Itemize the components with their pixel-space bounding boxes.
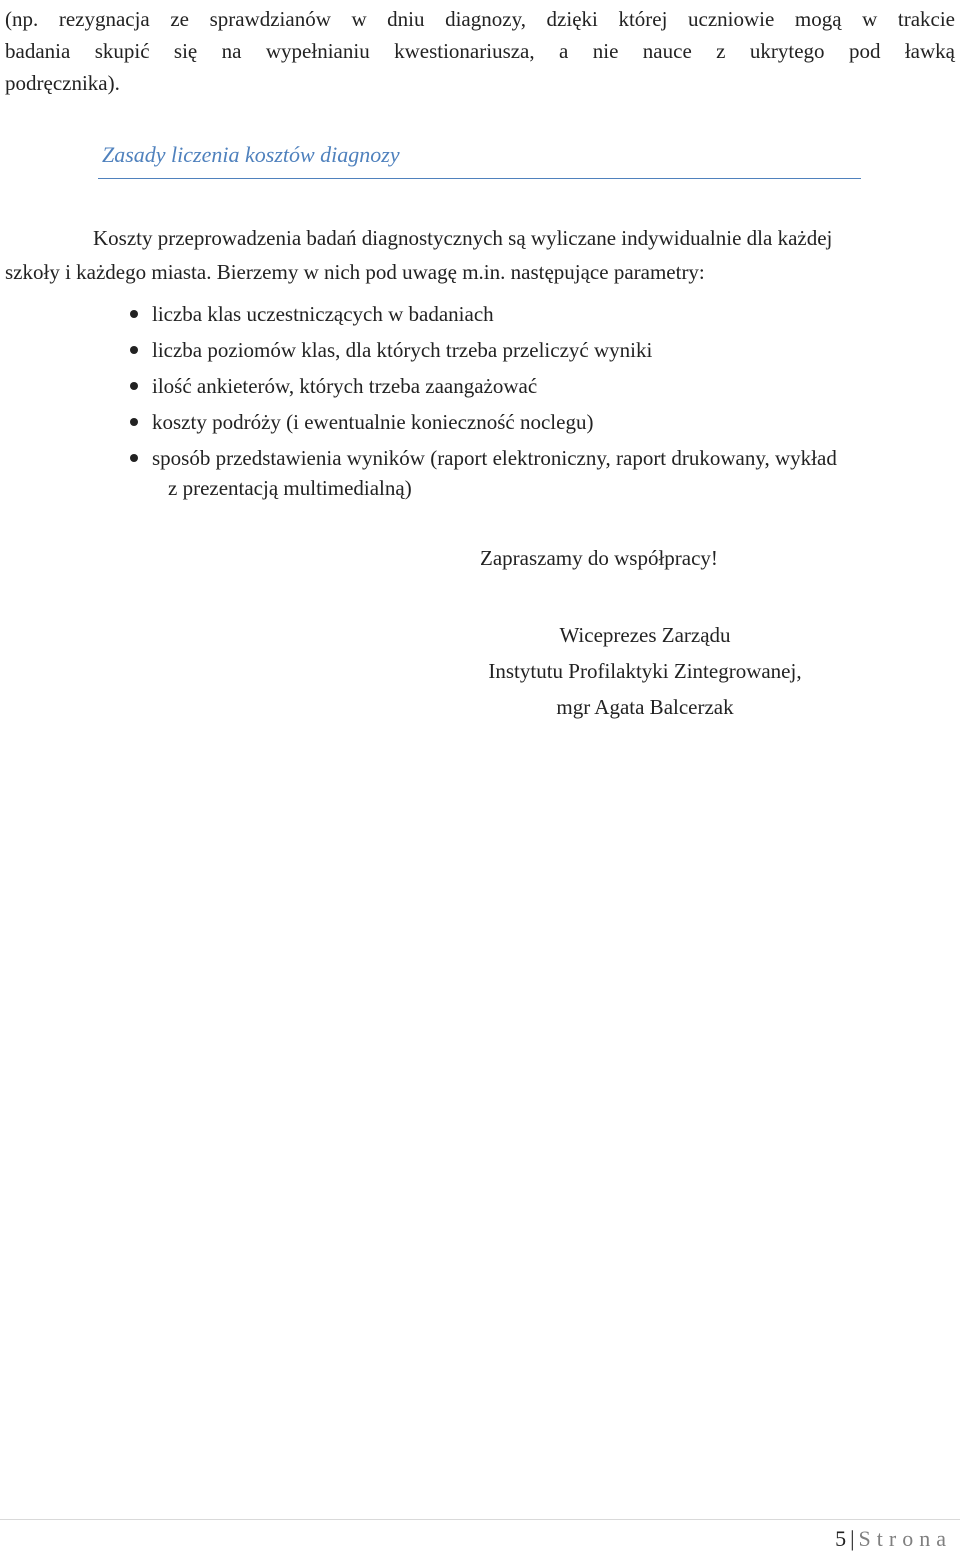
- list-item: [128, 404, 837, 440]
- list-item: [128, 296, 837, 332]
- list-item-text: sposób przedstawienia wyników (raport elektroniczny, raport drukowany, wykład: [152, 446, 837, 470]
- invitation-text: Zapraszamy do współpracy!: [480, 546, 718, 570]
- cost-paragraph-line-2: szkoły i każdego miasta. Bierzemy w nich pod uwagę m.in. następujące parametry:: [5, 260, 705, 284]
- list-item-continuation: z prezentacją multimedialną): [168, 476, 412, 500]
- signature-name: mgr Agata Balcerzak: [556, 695, 734, 719]
- cost-paragraph-line-1: Koszty przeprowadzenia badań diagnostycznych są wyliczane indywidualnie dla każdej: [93, 226, 833, 250]
- parameter-list: [128, 296, 837, 476]
- bullet-icon: [130, 382, 138, 390]
- intro-line-1: (np. rezygnacja ze sprawdzianów w dniu diagnozy, dzięki której uczniowie mogą w trakcie: [5, 7, 955, 31]
- page-label: Strona: [858, 1526, 952, 1551]
- list-item: [128, 440, 837, 476]
- signature-organization: Instytutu Profilaktyki Zintegrowanej,: [488, 659, 802, 683]
- list-item-text: liczba klas uczestniczących w badaniach: [152, 302, 494, 326]
- signature-block: [455, 617, 835, 725]
- bullet-icon: [130, 310, 138, 318]
- section-heading: Zasady liczenia kosztów diagnozy: [102, 142, 400, 167]
- list-item: [128, 368, 837, 404]
- bullet-icon: [130, 346, 138, 354]
- list-item-text: koszty podróży (i ewentualnie konieczność noclegu): [152, 410, 594, 434]
- intro-line-2: badania skupić się na wypełnianiu kwestionariusza, a nie nauce z ukrytego pod ławką: [5, 39, 955, 63]
- footer-divider: [0, 1519, 960, 1520]
- bullet-icon: [130, 454, 138, 462]
- page-footer: [835, 1526, 952, 1552]
- page-number: 5: [835, 1526, 847, 1551]
- intro-line-3: podręcznika).: [5, 71, 120, 95]
- signature-title: Wiceprezes Zarządu: [559, 623, 731, 647]
- footer-separator: |: [850, 1526, 855, 1551]
- list-item-text: liczba poziomów klas, dla których trzeba przeliczyć wyniki: [152, 338, 653, 362]
- list-item-text: ilość ankieterów, których trzeba zaangażować: [152, 374, 538, 398]
- list-item: [128, 332, 837, 368]
- heading-underline: [98, 178, 861, 179]
- bullet-icon: [130, 418, 138, 426]
